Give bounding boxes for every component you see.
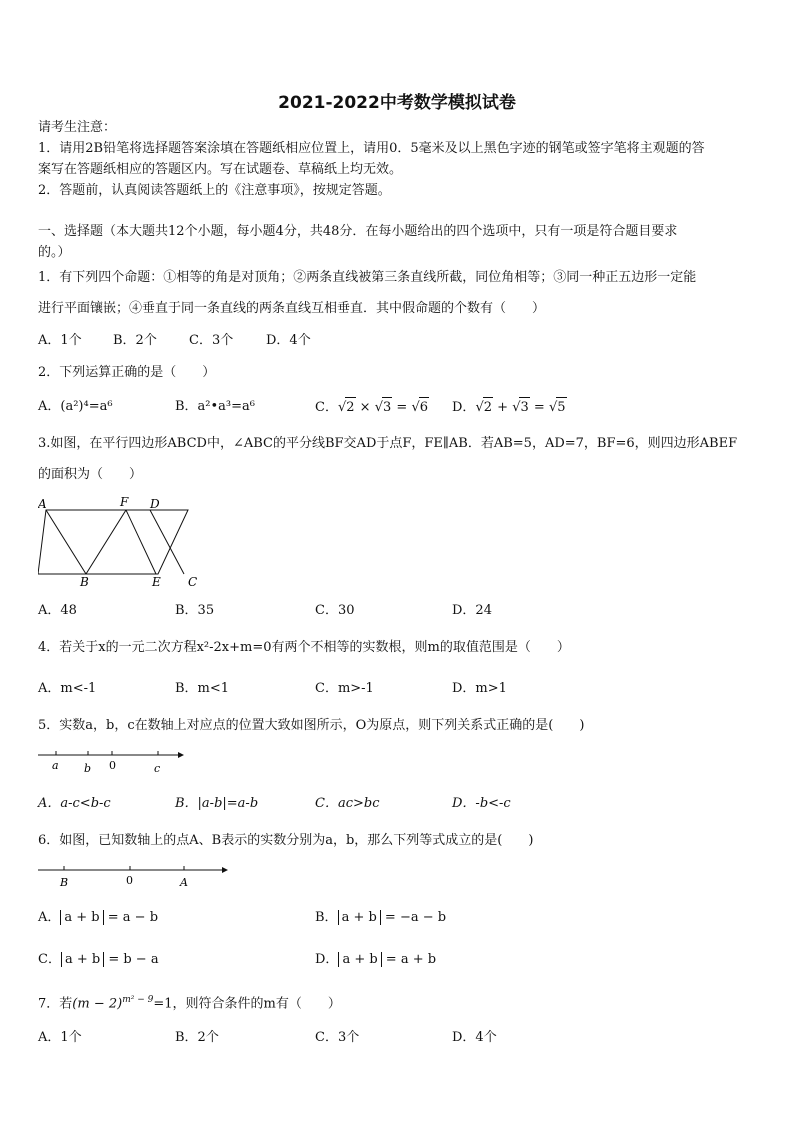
q3-stem-line-1: 3.如图，在平行四边形ABCD中，∠ABC的平分线BF交AD于点F，FE∥AB．若AB=5，AD=7，BF=6，则四边形ABEF <box>38 436 738 451</box>
q2-option-c-radicand-2: 3 <box>382 397 392 418</box>
label-d: D <box>150 497 160 511</box>
q2-option-d-equals: = <box>529 400 549 415</box>
q6-option-b <box>315 908 446 928</box>
q7-stem-suffix: =1，则符合条件的m有（ ） <box>153 996 341 1012</box>
q5-number-line <box>38 745 184 775</box>
q6-option-b-label: B． <box>315 910 338 925</box>
q3-option-b: B．35 <box>175 603 215 618</box>
q3-option-c: C．30 <box>315 603 355 618</box>
q6-number-line <box>38 860 230 892</box>
q2-option-c-equals: = <box>392 400 412 415</box>
q7-stem-prefix: 7．若 <box>38 996 73 1012</box>
section-heading-line-2: 的。） <box>38 245 71 260</box>
q6-option-a-abs: a + b <box>60 910 103 925</box>
notice-heading: 请考生注意： <box>38 120 117 135</box>
q6-option-d <box>315 950 436 970</box>
notice-line-1: 1．请用2B铅笔将选择题答案涂填在答题纸相应位置上，请用0．5毫米及以上黑色字迹的钢笔或签字笔将主观题的答 <box>38 141 705 156</box>
q2-option-b: B．a²•a³=a⁶ <box>175 399 255 414</box>
q1-stem-line-2: 进行平面镶嵌；④垂直于同一条直线的两条直线互相垂直．其中假命题的个数有（ ） <box>38 301 546 316</box>
q2-option-d-operator: + <box>493 400 513 415</box>
q4-option-b: B．m<1 <box>175 681 230 696</box>
q5-option-c: C．ac>bc <box>315 796 380 811</box>
q2-option-d-radicand-1: 2 <box>483 397 493 418</box>
q2-option-d-label: D． <box>452 400 476 415</box>
q6-option-d-rhs: = a + b <box>381 952 437 967</box>
arrow-right-icon <box>222 867 228 873</box>
axis-label-0: 0 <box>126 874 133 887</box>
q2-option-d-radicand-3: 5 <box>556 397 566 418</box>
q5-option-a: A．a-c<b-c <box>38 796 111 811</box>
q1-option-c: C．3个 <box>189 333 234 348</box>
page-title: 2021-2022中考数学模拟试卷 <box>278 93 516 113</box>
q7-base: (m − 2) <box>72 996 123 1012</box>
q1-option-a: A．1个 <box>38 333 82 348</box>
q2-option-d: D．√2 + √3 = √5 <box>452 397 567 418</box>
q4-option-c: C．m>-1 <box>315 681 374 696</box>
q6-option-c-label: C． <box>38 952 61 967</box>
parallelogram-abcd <box>38 510 188 574</box>
q1-stem-line-1: 1．有下列四个命题：①相等的角是对顶角；②两条直线被第三条直线所截，同位角相等；③同一种正五边形一定能 <box>38 270 697 285</box>
q6-option-d-label: D． <box>315 952 339 967</box>
axis-label-a: A <box>180 876 188 889</box>
q6-option-b-abs: a + b <box>338 910 381 925</box>
q4-option-a: A．m<-1 <box>38 681 97 696</box>
q4-stem: 4．若关于x的一元二次方程x²-2x+m=0有两个不相等的实数根，则m的取值范围是（ ） <box>38 640 570 655</box>
q7-option-c: C．3个 <box>315 1030 360 1045</box>
label-a: A <box>38 497 47 511</box>
q6-option-b-rhs: = −a − b <box>380 910 447 925</box>
q5-option-b: B．|a-b|=a-b <box>175 796 259 811</box>
q1-option-b: B．2个 <box>113 333 157 348</box>
q3-option-a: A．48 <box>38 603 77 618</box>
arrow-right-icon <box>178 752 184 758</box>
q6-option-d-abs: a + b <box>338 952 381 967</box>
q6-option-a-label: A． <box>38 910 61 925</box>
q6-stem: 6．如图，已知数轴上的点A、B表示的实数分别为a，b，那么下列等式成立的是( ) <box>38 833 534 848</box>
q5-option-d: D．-b<-c <box>452 796 511 811</box>
label-e: E <box>152 575 161 588</box>
segment-dc <box>150 510 184 574</box>
segment-ab <box>46 510 86 574</box>
aux <box>188 510 194 574</box>
q2-option-d-radicand-2: 3 <box>519 397 529 418</box>
segment-fe <box>126 510 156 574</box>
q7-option-a: A．1个 <box>38 1030 82 1045</box>
notice-line-3: 2．答题前，认真阅读答题纸上的《注意事项》，按规定答题。 <box>38 183 391 198</box>
q2-option-c-operator: × <box>355 400 375 415</box>
q4-option-d: D．m>1 <box>452 681 507 696</box>
axis-label-b: B <box>60 876 69 889</box>
q3-stem-line-2: 的面积为（ ） <box>38 467 143 482</box>
section-heading-line-1: 一、选择题（本大题共12个小题，每小题4分，共48分．在每小题给出的四个选项中，只有一项是符合题目要求 <box>38 224 678 239</box>
q2-option-c-radicand-3: 6 <box>419 397 429 418</box>
q6-option-c <box>38 950 159 970</box>
q3-parallelogram-figure <box>38 494 200 588</box>
axis-label-0: 0 <box>109 759 116 772</box>
q2-option-c-radicand-1: 2 <box>345 397 355 418</box>
segment-bf <box>86 510 126 574</box>
q6-option-c-abs: a + b <box>61 952 104 967</box>
notice-line-2: 案写在答题纸相应的答题区内。写在试题卷、草稿纸上均无效。 <box>38 162 403 177</box>
q1-option-d: D．4个 <box>266 333 311 348</box>
q2-stem: 2．下列运算正确的是（ ） <box>38 365 216 380</box>
axis-label-c: c <box>154 762 161 775</box>
axis-label-a: a <box>52 759 59 772</box>
label-c: C <box>188 575 198 588</box>
axis-label-b: b <box>84 762 92 775</box>
q2-option-c: C．√2 × √3 = √6 <box>315 397 429 418</box>
label-f: F <box>120 495 129 509</box>
q6-option-a-rhs: = a − b <box>103 910 159 925</box>
q5-stem: 5．实数a，b，c在数轴上对应点的位置大致如图所示，O为原点，则下列关系式正确的是( ) <box>38 718 585 733</box>
q6-option-c-rhs: = b − a <box>104 952 159 967</box>
q3-option-d: D．24 <box>452 603 492 618</box>
q7-stem <box>38 990 341 1014</box>
q7-option-d: D．4个 <box>452 1030 497 1045</box>
q2-option-a: A．(a²)⁴=a⁶ <box>38 399 113 414</box>
q7-exponent: m² − 9 <box>122 995 154 1005</box>
label-b: B <box>80 575 89 588</box>
q7-option-b: B．2个 <box>175 1030 219 1045</box>
q6-option-a <box>38 908 158 928</box>
q2-option-c-label: C． <box>315 400 338 415</box>
